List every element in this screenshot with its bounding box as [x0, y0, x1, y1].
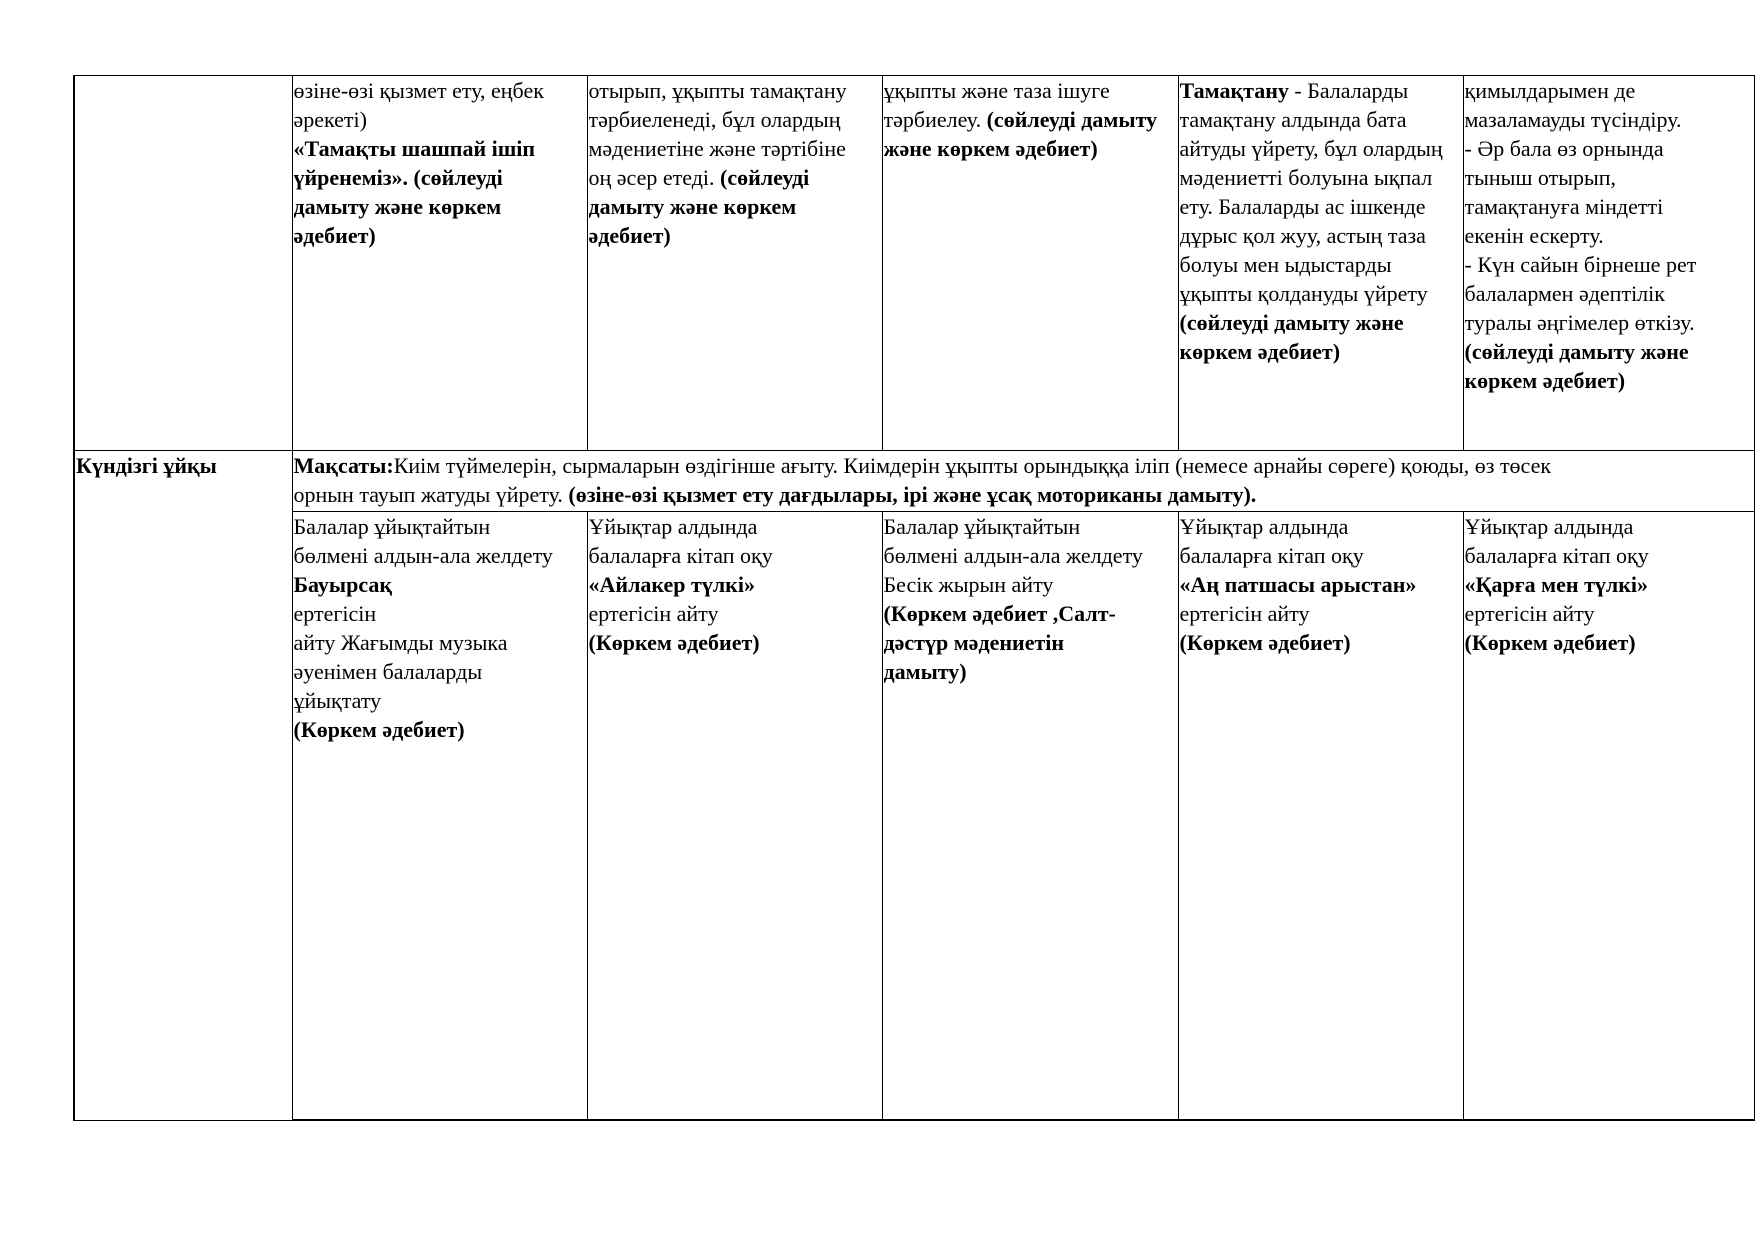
goal-bold: (өзіне-өзі қызмет ету дағдылары, ірі және ұсақ моториканы дамыту).: [562, 482, 1257, 507]
cell-text: өзіне-өзі қызмет ету, еңбек: [293, 78, 544, 103]
cell-text-line: [1180, 134, 1462, 163]
cell-text: тәрбиелеу.: [883, 107, 982, 132]
goal-text-2: орнын тауып жатуды үйрету.: [293, 482, 563, 507]
cell-text-line: [589, 599, 881, 628]
goal-line-1: [294, 451, 1753, 480]
cell-text: дамыту және көркем: [588, 194, 797, 219]
cell-text: әдебиет): [588, 223, 671, 248]
cell-text: тамақтануға міндетті: [1464, 194, 1664, 219]
cell-text: көркем әдебиет): [1464, 368, 1626, 393]
cell-text: айту Жағымды музыка: [293, 630, 508, 655]
cell-text-line: [1465, 134, 1753, 163]
cell-text: - Күн сайын бірнеше рет: [1464, 252, 1697, 277]
cell-text-line: [294, 599, 586, 628]
schedule-table: [73, 75, 1755, 1121]
cell-text: (Көркем әдебиет): [1464, 630, 1636, 655]
cell-text: балаларға кітап оқу: [588, 543, 773, 568]
cell-text-line: [589, 76, 881, 105]
cell-text-line: [589, 570, 881, 599]
row-label-cell: [74, 76, 292, 451]
cell-text: «Қарға мен түлкі»: [1464, 572, 1649, 597]
cell-text: тамақтану алдында бата: [1179, 107, 1407, 132]
cell-text-line: [1180, 250, 1462, 279]
cell-text: екенін ескерту.: [1464, 223, 1604, 248]
row-label-nap: Күндізгі ұйқы: [76, 453, 217, 478]
cell-text-line: [294, 715, 586, 744]
cell-text-line: [294, 192, 586, 221]
cell-text-line: [1465, 512, 1753, 541]
row-label-cell: [74, 451, 292, 1121]
cell-text-line: [1465, 366, 1753, 395]
cell-text-line: [1465, 192, 1753, 221]
cell-text-line: [294, 628, 586, 657]
cell-text-line: [1180, 105, 1462, 134]
cell-text-line: [884, 105, 1177, 134]
cell-text: ертегісін айту: [588, 601, 719, 626]
cell-text-line: [1180, 541, 1462, 570]
cell-text: ертегісін: [293, 601, 377, 626]
cell-text: Балалар ұйықтайтын: [293, 514, 491, 539]
cell-text: ұқыпты қолдануды үйрету: [1179, 281, 1428, 306]
cell-text-line: [294, 76, 586, 105]
cell-text-line: [294, 657, 586, 686]
cell-text-line: [294, 541, 586, 570]
cell-text-line: [589, 134, 881, 163]
day-cell: [292, 76, 587, 451]
cell-text-line: [884, 541, 1177, 570]
cell-text-line: [294, 105, 586, 134]
day-cell: [587, 76, 882, 451]
cell-text: дамыту және көркем: [293, 194, 502, 219]
cell-text: үйренеміз». (сөйлеуді: [293, 165, 503, 190]
cell-text: «Тамақты шашпай ішіп: [293, 136, 536, 161]
cell-text-tail: (сөйлеуді: [714, 165, 810, 190]
cell-text-line: [589, 105, 881, 134]
cell-text-tail: (сөйлеуді дамыту: [981, 107, 1158, 132]
cell-text: мәдениетті болуына ықпал: [1179, 165, 1433, 190]
cell-text: тыныш отырып,: [1464, 165, 1617, 190]
cell-text-line: [589, 541, 881, 570]
cell-text: (сөйлеуді дамыту және: [1464, 339, 1689, 364]
cell-text: әдебиет): [293, 223, 376, 248]
cell-text: Ұйықтар алдында: [588, 514, 758, 539]
cell-text: дәстүр мәдениетін: [883, 630, 1065, 655]
cell-text: (Көркем әдебиет): [588, 630, 760, 655]
day-cell: [882, 512, 1178, 1121]
cell-text-line: [294, 163, 586, 192]
cell-text-line: [1180, 599, 1462, 628]
cell-text-line: [1180, 221, 1462, 250]
cell-text-tail: - Балаларды: [1288, 78, 1409, 103]
cell-text-line: [1465, 541, 1753, 570]
cell-text-line: [1180, 279, 1462, 308]
cell-text-line: [1180, 337, 1462, 366]
cell-text: мазаламауды түсіндіру.: [1464, 107, 1682, 132]
cell-text: ертегісін айту: [1179, 601, 1310, 626]
cell-text: ұқыпты және таза ішуге: [883, 78, 1110, 103]
cell-text-line: [884, 76, 1177, 105]
cell-text: (Көркем әдебиет): [1179, 630, 1351, 655]
cell-text-line: [294, 512, 586, 541]
cell-text-line: [1465, 250, 1753, 279]
cell-text-line: [1465, 279, 1753, 308]
cell-text: ұйықтату: [293, 688, 382, 713]
cell-text-line: [589, 512, 881, 541]
cell-text: әуенімен балаларды: [293, 659, 483, 684]
cell-text: әрекеті): [293, 107, 367, 132]
cell-text: «Аң патшасы арыстан»: [1179, 572, 1417, 597]
day-cell: [882, 76, 1178, 451]
cell-text-line: [1180, 308, 1462, 337]
cell-text-line: [884, 657, 1177, 686]
cell-text: Балалар ұйықтайтын: [883, 514, 1081, 539]
cell-text: бөлмені алдын-ала желдету: [293, 543, 553, 568]
cell-text-line: [1465, 628, 1753, 657]
day-cell: [1463, 512, 1754, 1121]
cell-text: - Әр бала өз орнында: [1464, 136, 1664, 161]
cell-text: (Көркем әдебиет ,Салт-: [883, 601, 1116, 626]
cell-text: балаларға кітап оқу: [1464, 543, 1649, 568]
cell-text-line: [1465, 221, 1753, 250]
cell-text: тәрбиеленеді, бұл олардың: [588, 107, 841, 132]
cell-text-line: [884, 512, 1177, 541]
cell-text: дұрыс қол жуу, астың таза: [1179, 223, 1426, 248]
cell-text-line: [1180, 192, 1462, 221]
cell-text: және көркем әдебиет): [883, 136, 1098, 161]
cell-text-line: [1180, 163, 1462, 192]
goal-label: Мақсаты:: [293, 453, 394, 478]
cell-text: ету. Балаларды ас ішкенде: [1179, 194, 1426, 219]
cell-text: ертегісін айту: [1464, 601, 1595, 626]
table-row-nap-goal: [74, 451, 1754, 512]
cell-text-line: [1465, 76, 1753, 105]
cell-text: Тамақтану: [1179, 78, 1289, 103]
cell-text: оң әсер етеді.: [588, 165, 715, 190]
day-cell: [292, 512, 587, 1121]
day-cell: [1178, 76, 1463, 451]
cell-text: көркем әдебиет): [1179, 339, 1341, 364]
cell-text-line: [1465, 337, 1753, 366]
day-cell: [587, 512, 882, 1121]
cell-text: Ұйықтар алдында: [1179, 514, 1349, 539]
cell-text-line: [294, 570, 586, 599]
cell-text-line: [294, 686, 586, 715]
cell-text-line: [884, 599, 1177, 628]
cell-text: бөлмені алдын-ала желдету: [883, 543, 1143, 568]
cell-text-line: [884, 628, 1177, 657]
cell-text: айтуды үйрету, бұл олардың: [1179, 136, 1443, 161]
cell-text-line: [589, 221, 881, 250]
cell-text: Ұйықтар алдында: [1464, 514, 1634, 539]
cell-text: (Көркем әдебиет): [293, 717, 465, 742]
cell-text: балаларға кітап оқу: [1179, 543, 1364, 568]
cell-text: «Айлакер түлкі»: [588, 572, 755, 597]
cell-text: Бесік жырын айту: [883, 572, 1054, 597]
cell-text-line: [884, 134, 1177, 163]
cell-text: Бауырсақ: [293, 572, 393, 597]
cell-text: қимылдарымен де: [1464, 78, 1636, 103]
cell-text-line: [1465, 105, 1753, 134]
cell-text-line: [1180, 570, 1462, 599]
cell-text-line: [1465, 308, 1753, 337]
cell-text-line: [589, 192, 881, 221]
cell-text: туралы әңгімелер өткізу.: [1464, 310, 1695, 335]
cell-text: отырып, ұқыпты тамақтану: [588, 78, 847, 103]
cell-text-line: [1180, 628, 1462, 657]
day-cell: [1463, 76, 1754, 451]
goal-cell: [292, 451, 1754, 512]
cell-text: дамыту): [883, 659, 967, 684]
cell-text-line: [884, 570, 1177, 599]
goal-line-2: [294, 480, 1753, 509]
cell-text-line: [1465, 570, 1753, 599]
cell-text-line: [1465, 163, 1753, 192]
day-cell: [1178, 512, 1463, 1121]
cell-text-line: [1180, 512, 1462, 541]
cell-text-line: [589, 163, 881, 192]
cell-text-line: [589, 628, 881, 657]
cell-text: болуы мен ыдыстарды: [1179, 252, 1392, 277]
cell-text-line: [1180, 76, 1462, 105]
cell-text-line: [1465, 599, 1753, 628]
cell-text: мәдениетіне және тәртібіне: [588, 136, 846, 161]
goal-text: Киім түймелерін, сырмаларын өздігінше ағыту. Киімдерін ұқыпты орындыққа іліп (немесе арнайы сөреге) қоюды, өз төсек: [393, 453, 1552, 478]
cell-text: (сөйлеуді дамыту және: [1179, 310, 1404, 335]
cell-text: балалармен әдептілік: [1464, 281, 1665, 306]
table-row-meal: [74, 76, 1754, 451]
cell-text-line: [294, 134, 586, 163]
table-row-nap: [74, 512, 1754, 1121]
cell-text-line: [294, 221, 586, 250]
